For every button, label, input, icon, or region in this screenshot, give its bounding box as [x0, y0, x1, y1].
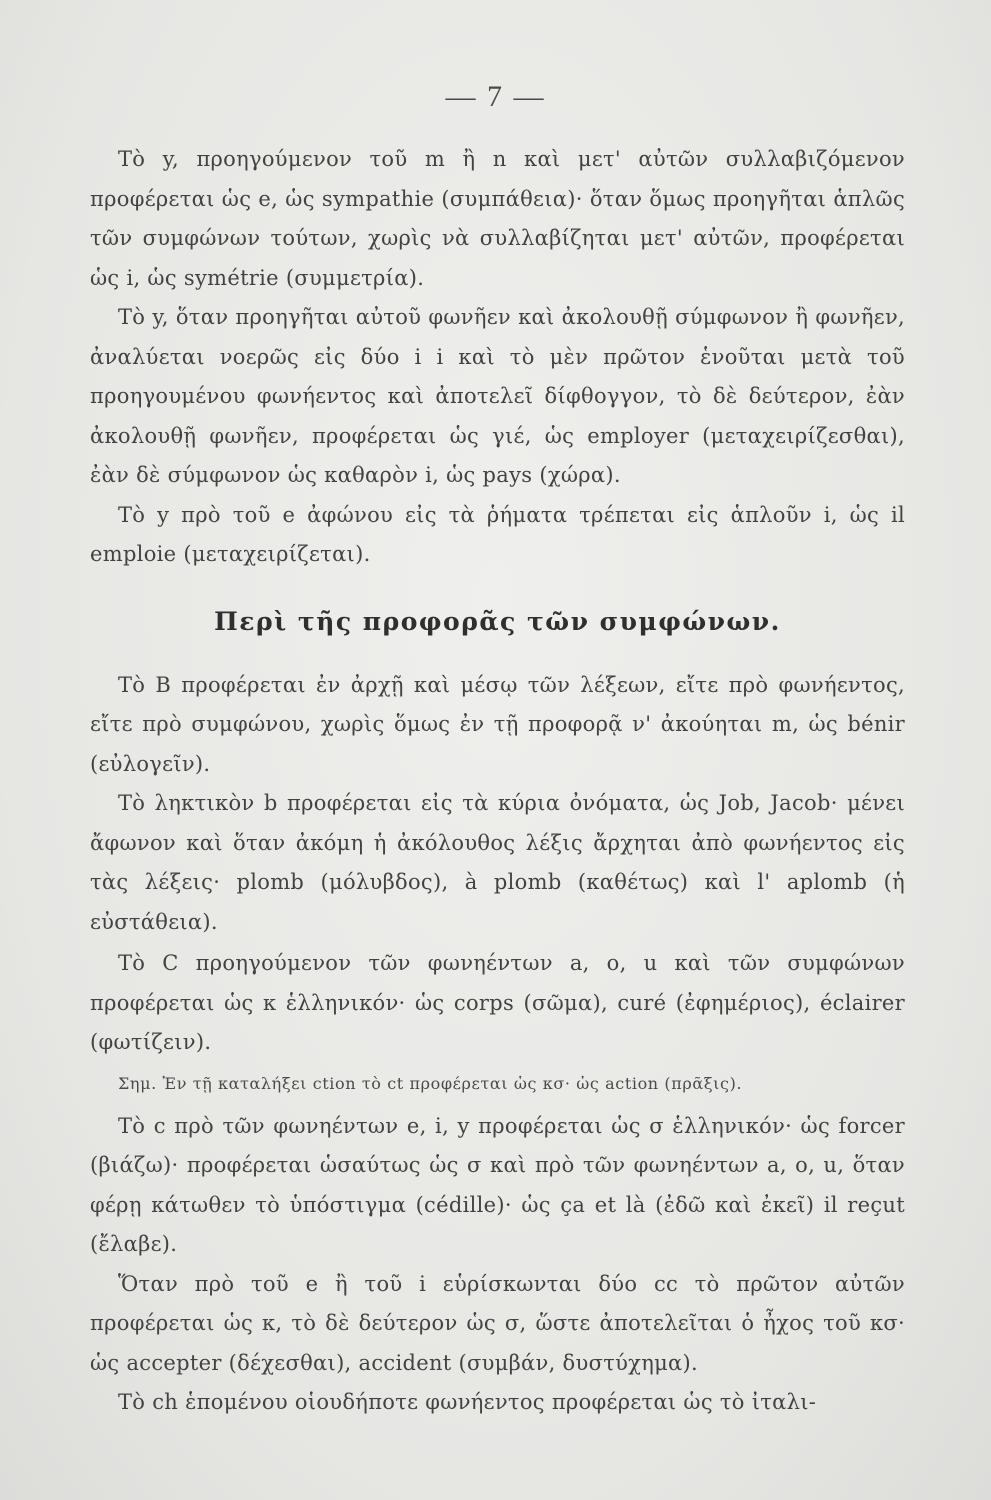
page-number: — 7 —	[445, 80, 546, 113]
paragraph-y-between-vowels: Τὸ y, ὅταν προηγῆται αὐτοῦ φωνῆεν καὶ ἀκολουθῇ σύμφωνον ἢ φωνῆεν, ἀναλύεται νοερῶς εἰς δύο i i καὶ τὸ μὲν πρῶτον ἑνοῦται μετὰ τοῦ προηγουμένου φωνήεντος καὶ ἀποτελεῖ δίφθογγον, τὸ δὲ δεύτερον, ἐὰν ἀκολουθῇ φωνῆεν, προφέρεται ὡς γιέ, ὡς employer (μεταχειρίζεσθαι), ἐὰν δὲ σύμφωνον ὡς καθαρὸν i, ὡς pays (χώρα).	[90, 305, 905, 487]
section-heading: Περὶ τῆς προφορᾶς τῶν συμφώνων.	[214, 606, 781, 636]
page-body	[90, 140, 905, 1423]
paragraph-y-before-m-n: Τὸ y, προηγούμενον τοῦ m ἢ n καὶ μετ' αὐτῶν συλλαβιζόμενον προφέρεται ὡς e, ὡς sympathie (συμπάθεια)· ὅταν ὅμως προηγῆται ἁπλῶς τῶν συμφώνων τούτων, χωρὶς νὰ συλλαβίζηται μετ' αὐτῶν, προφέρεται ὡς i, ὡς symétrie (συμμετρία).	[90, 147, 905, 290]
note-ction: Σημ. Ἐν τῇ καταλήξει ction τὸ ct προφέρεται ὡς κσ· ὡς action (πρᾶξις).	[118, 1073, 743, 1093]
paragraph-c-before-a-o-u: Τὸ C προηγούμενον τῶν φωνηέντων a, o, u καὶ τῶν συμφώνων προφέρεται ὡς κ ἑλληνικόν· ὡς corps (σῶμα), curé (ἐφημέριος), éclairer (φωτίζειν).	[90, 951, 905, 1054]
paragraph-ch: Τὸ ch ἑπομένου οἱουδήποτε φωνήεντος προφέρεται ὡς τὸ ἰταλι-	[118, 1390, 817, 1414]
paragraph-b-pronunciation: Τὸ B προφέρεται ἐν ἀρχῇ καὶ μέσῳ τῶν λέξεων, εἴτε πρὸ φωνήεντος, εἴτε πρὸ συμφώνου, χωρὶς ὅμως ἐν τῇ προφορᾷ ν' ἀκούηται m, ὡς bénir (εὐλογεῖν).	[90, 672, 905, 776]
paragraph-c-before-e-i-y: Τὸ c πρὸ τῶν φωνηέντων e, i, y προφέρεται ὡς σ ἑλληνικόν· ὡς forcer (βιάζω)· προφέρεται ὡσαύτως ὡς σ καὶ πρὸ τῶν φωνηέντων a, o, u, ὅταν φέρῃ κάτωθεν τὸ ὑπόστιγμα (cédille)· ὡς ça et là (ἐδῶ καὶ ἐκεῖ) il reçut (ἔλαβε).	[90, 1113, 905, 1256]
paragraph-final-b: Τὸ ληκτικὸν b προφέρεται εἰς τὰ κύρια ὀνόματα, ὡς Job, Jacob· μένει ἄφωνον καὶ ὅταν ἀκόμη ἡ ἀκόλουθος λέξις ἄρχηται ἀπὸ φωνήεντος εἰς τὰς λέξεις· plomb (μόλυβδος), à plomb (καθέτως) καὶ l' aplomb (ἡ εὐστάθεια).	[90, 791, 905, 934]
paragraph-double-c: Ὅταν πρὸ τοῦ e ἢ τοῦ i εὑρίσκωνται δύο cc τὸ πρῶτον αὐτῶν προφέρεται ὡς κ, τὸ δὲ δεύτερον ὡς σ, ὥστε ἀποτελεῖται ὁ ἦχος τοῦ κσ· ὡς accepter (δέχεσθαι), accident (συμβάν, δυστύχημα).	[90, 1271, 905, 1375]
paragraph-y-before-mute-e: Τὸ y πρὸ τοῦ e ἀφώνου εἰς τὰ ῥήματα τρέπεται εἰς ἁπλοῦν i, ὡς il emploie (μεταχειρίζεται).	[90, 502, 905, 566]
